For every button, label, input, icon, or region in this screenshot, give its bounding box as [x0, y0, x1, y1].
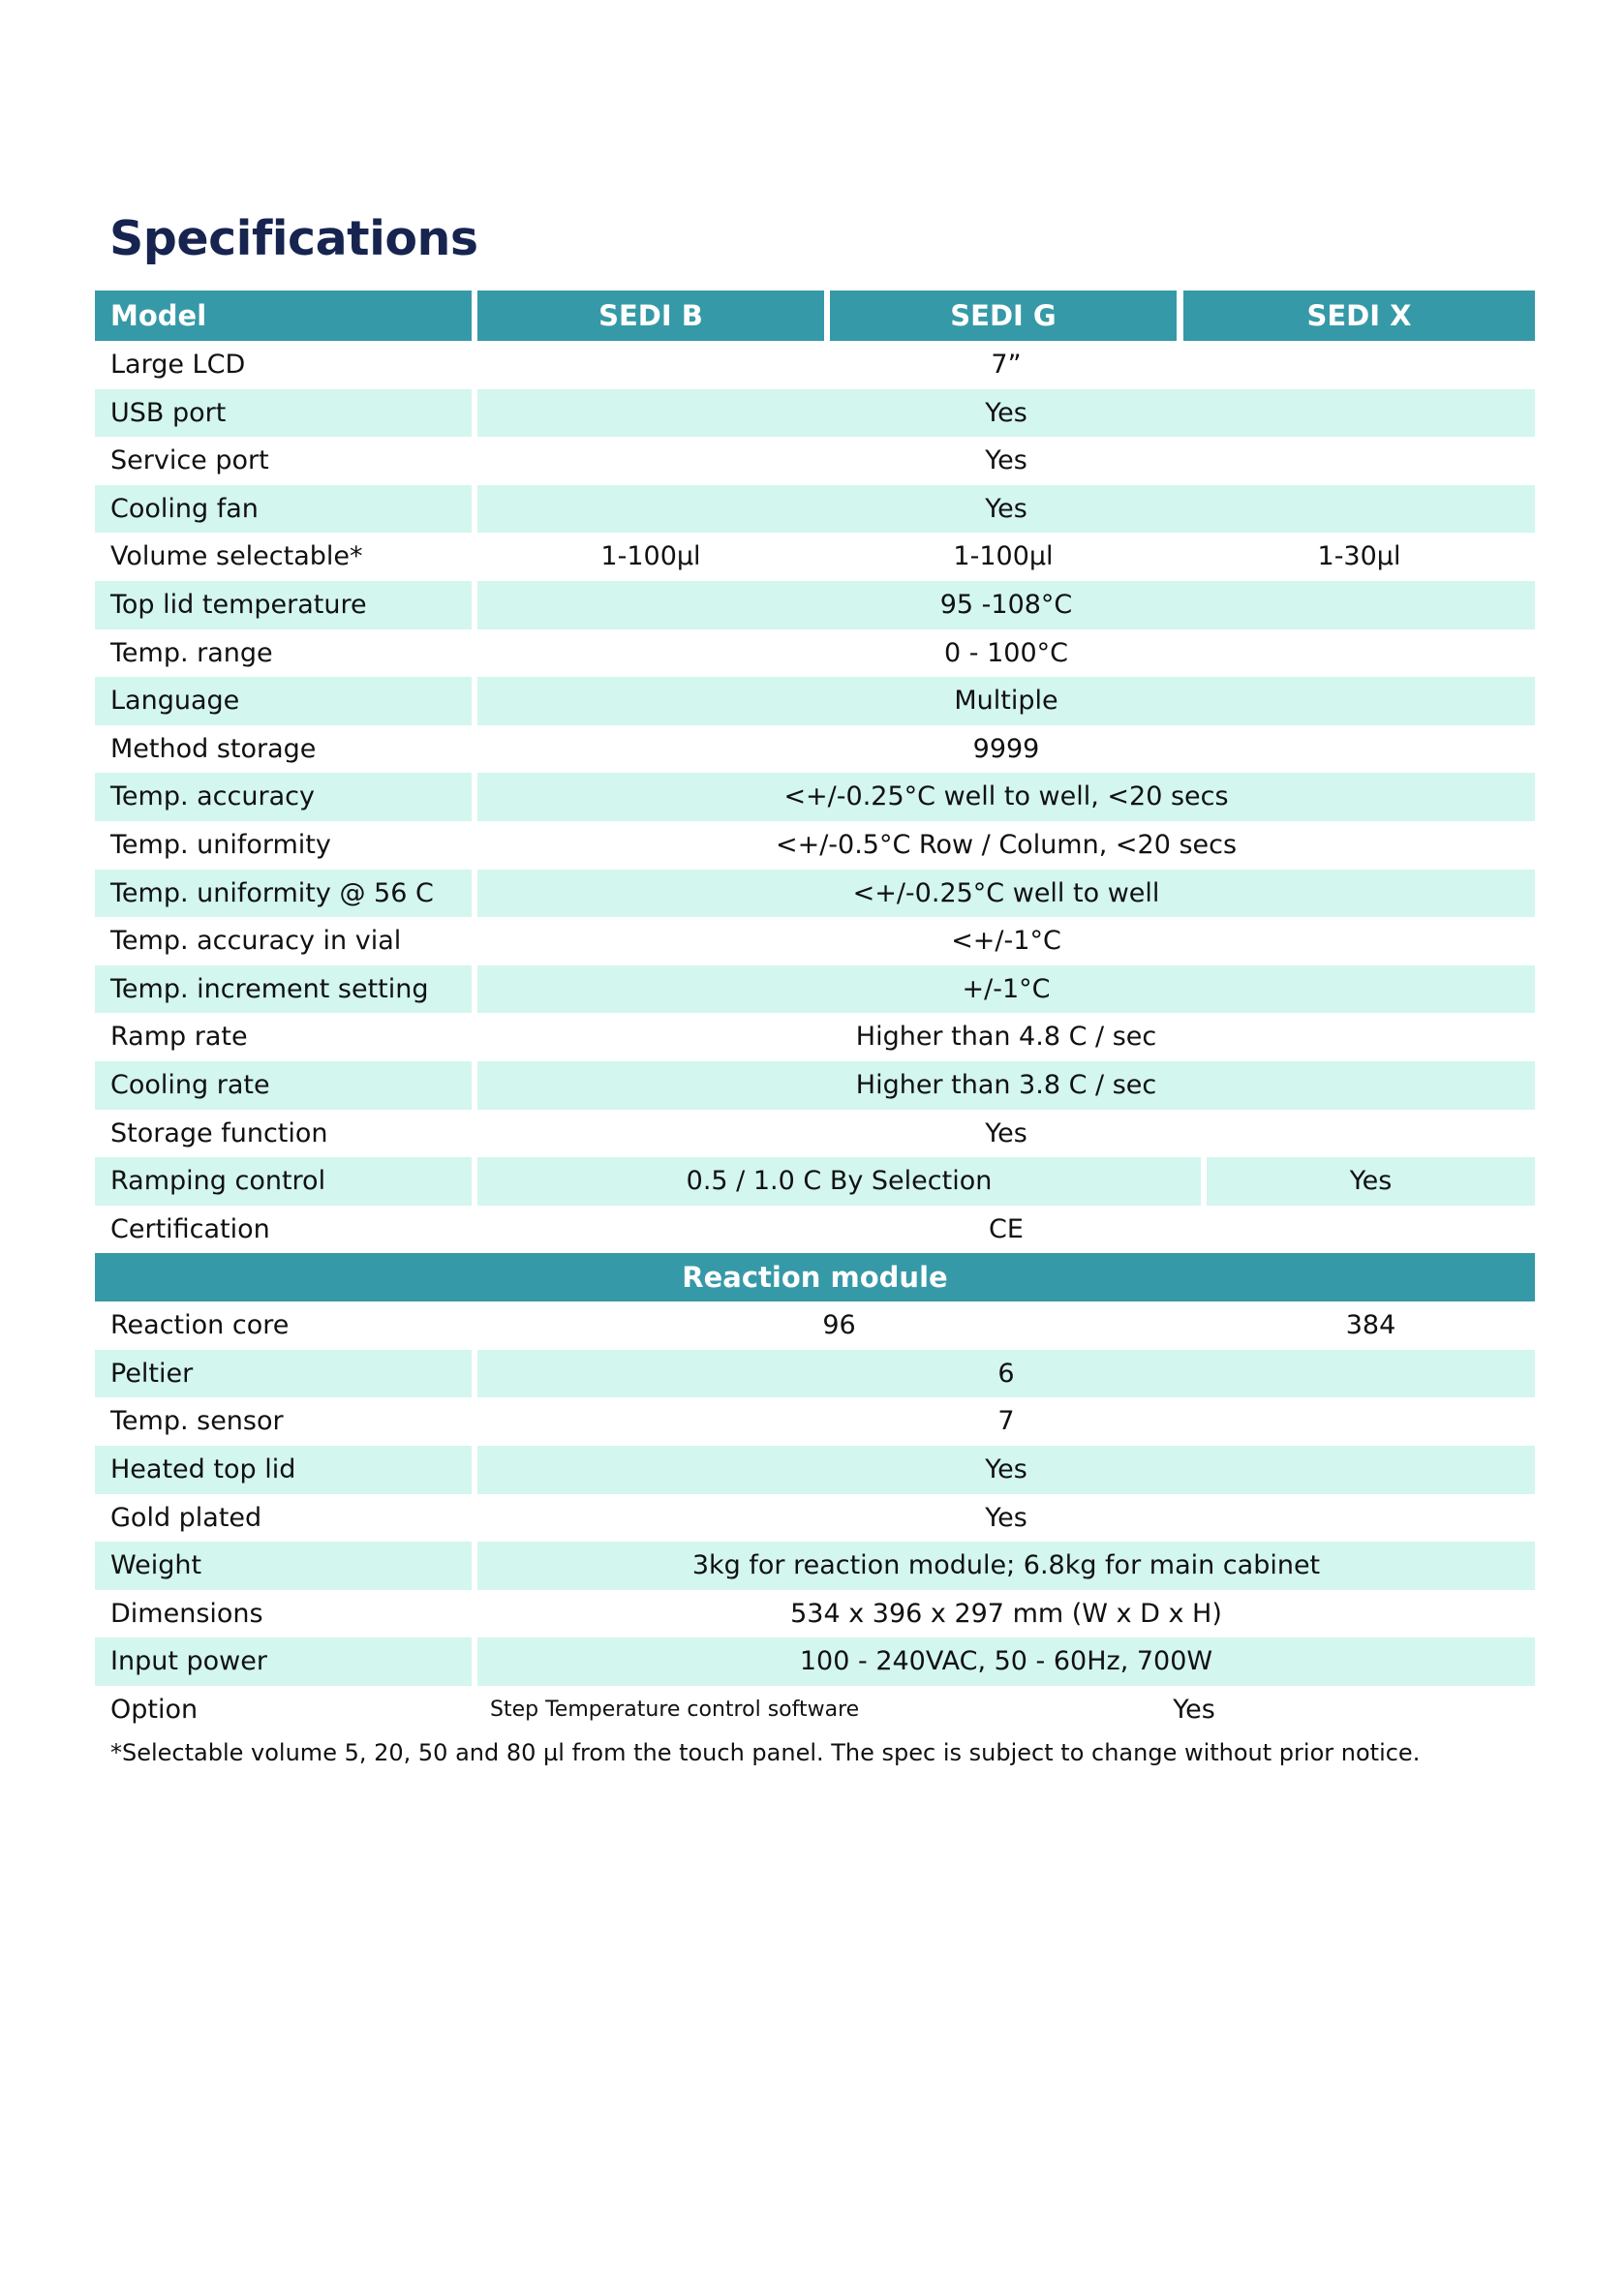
table-row: [95, 870, 1535, 918]
table-row: [95, 341, 1535, 389]
row-value: <+/-0.5°C Row / Column, <20 secs: [775, 829, 1238, 860]
row-value-sedi-g: 1-100µl: [953, 541, 1054, 572]
row-label: Weight: [95, 1542, 472, 1590]
row-label: Temp. sensor: [110, 1406, 284, 1437]
footnote: *Selectable volume 5, 20, 50 and 80 µl from the touch panel. The spec is subject to change without prior notice.: [110, 1739, 1421, 1766]
table-row: [95, 533, 1535, 581]
row-value: 534 x 396 x 297 mm (W x D x H): [790, 1598, 1222, 1629]
row-value: Higher than 3.8 C / sec: [477, 1061, 1535, 1110]
row-value: 7”: [991, 350, 1022, 380]
table-row: [95, 581, 1535, 629]
table-row: [95, 1446, 1535, 1494]
table-row: [95, 1397, 1535, 1446]
row-value-sedi-b-g: 96: [822, 1310, 856, 1341]
row-value: +/-1°C: [477, 965, 1535, 1014]
row-label: Temp. uniformity: [110, 829, 331, 860]
row-value: 0 - 100°C: [944, 637, 1068, 668]
row-label: Language: [95, 677, 472, 725]
row-label: Storage function: [110, 1117, 328, 1148]
row-label: Service port: [110, 445, 269, 476]
row-value: Yes: [985, 1502, 1027, 1533]
row-label: Temp. range: [110, 637, 273, 668]
table-row: [95, 677, 1535, 725]
table-row: [95, 773, 1535, 821]
page-title: Specifications: [109, 211, 478, 266]
row-value: Yes: [985, 1117, 1027, 1148]
row-value: 95 -108°C: [477, 581, 1535, 629]
row-label: Heated top lid: [95, 1446, 472, 1494]
row-label: Reaction core: [110, 1310, 290, 1341]
specifications-table: [95, 291, 1535, 1734]
row-value-sedi-x: 1-30µl: [1317, 541, 1401, 572]
row-label: Cooling fan: [95, 485, 472, 534]
row-label: Method storage: [110, 733, 317, 764]
table-row: [95, 917, 1535, 965]
row-value-sedi-x: 384: [1345, 1310, 1396, 1341]
row-label: Temp. accuracy: [95, 773, 472, 821]
row-label: Ramp rate: [110, 1022, 248, 1053]
table-row: [95, 1494, 1535, 1543]
row-value: 3kg for reaction module; 6.8kg for main cabinet: [477, 1542, 1535, 1590]
row-label: Temp. increment setting: [95, 965, 472, 1014]
row-value: 6: [477, 1350, 1535, 1398]
row-value: <+/-0.25°C well to well: [477, 870, 1535, 918]
table-row: [95, 1110, 1535, 1158]
row-label: Temp. accuracy in vial: [110, 926, 402, 957]
row-label: Cooling rate: [95, 1061, 472, 1110]
row-label: Input power: [95, 1637, 472, 1686]
table-row: [95, 1542, 1535, 1590]
row-value: Yes: [477, 1446, 1535, 1494]
row-value: <+/-1°C: [951, 926, 1061, 957]
table-row: [95, 629, 1535, 678]
row-label: Dimensions: [110, 1598, 263, 1629]
table-row: [95, 1637, 1535, 1686]
row-value: Yes: [1173, 1695, 1215, 1726]
table-header-row: [95, 291, 1535, 341]
row-value: Yes: [477, 485, 1535, 534]
row-label: Temp. uniformity @ 56 C: [95, 870, 472, 918]
row-value: Yes: [477, 389, 1535, 438]
row-value-sedi-x: Yes: [1207, 1157, 1535, 1206]
row-value: Multiple: [477, 677, 1535, 725]
row-label: Ramping control: [95, 1157, 472, 1206]
table-row: [95, 389, 1535, 438]
row-label: Large LCD: [110, 350, 246, 380]
header-model: Model: [95, 291, 472, 341]
header-sedi-g: SEDI G: [830, 291, 1177, 341]
row-value: 100 - 240VAC, 50 - 60Hz, 700W: [477, 1637, 1535, 1686]
header-sedi-b: SEDI B: [477, 291, 824, 341]
row-value-sedi-b-g: 0.5 / 1.0 C By Selection: [477, 1157, 1201, 1206]
row-label: Gold plated: [110, 1502, 262, 1533]
row-label: Top lid temperature: [95, 581, 472, 629]
row-value: <+/-0.25°C well to well, <20 secs: [477, 773, 1535, 821]
header-sedi-x: SEDI X: [1183, 291, 1535, 341]
row-value: 7: [997, 1406, 1015, 1437]
table-row: [95, 437, 1535, 485]
table-row: [95, 1157, 1535, 1206]
row-label: Peltier: [95, 1350, 472, 1398]
table-row: [95, 1013, 1535, 1061]
table-row: [95, 485, 1535, 534]
section-title: Reaction module: [95, 1253, 1535, 1301]
section-header-row: [95, 1253, 1535, 1301]
table-row: [95, 821, 1535, 870]
row-value-sedi-b: 1-100µl: [600, 541, 701, 572]
row-label: Option: [110, 1695, 199, 1726]
row-value: Yes: [985, 445, 1027, 476]
row-label: Certification: [110, 1213, 270, 1244]
table-row: [95, 1061, 1535, 1110]
row-value: Higher than 4.8 C / sec: [855, 1022, 1157, 1053]
table-row: [95, 1350, 1535, 1398]
table-row: [95, 965, 1535, 1014]
row-value: CE: [989, 1213, 1024, 1244]
table-row: [95, 725, 1535, 774]
table-row: [95, 1590, 1535, 1638]
table-row: [95, 1686, 1535, 1734]
row-value: 9999: [972, 733, 1040, 764]
table-row: [95, 1301, 1535, 1350]
option-description: Step Temperature control software: [490, 1698, 860, 1723]
table-row: [95, 1206, 1535, 1254]
row-label: Volume selectable*: [110, 541, 363, 572]
row-label: USB port: [95, 389, 472, 438]
